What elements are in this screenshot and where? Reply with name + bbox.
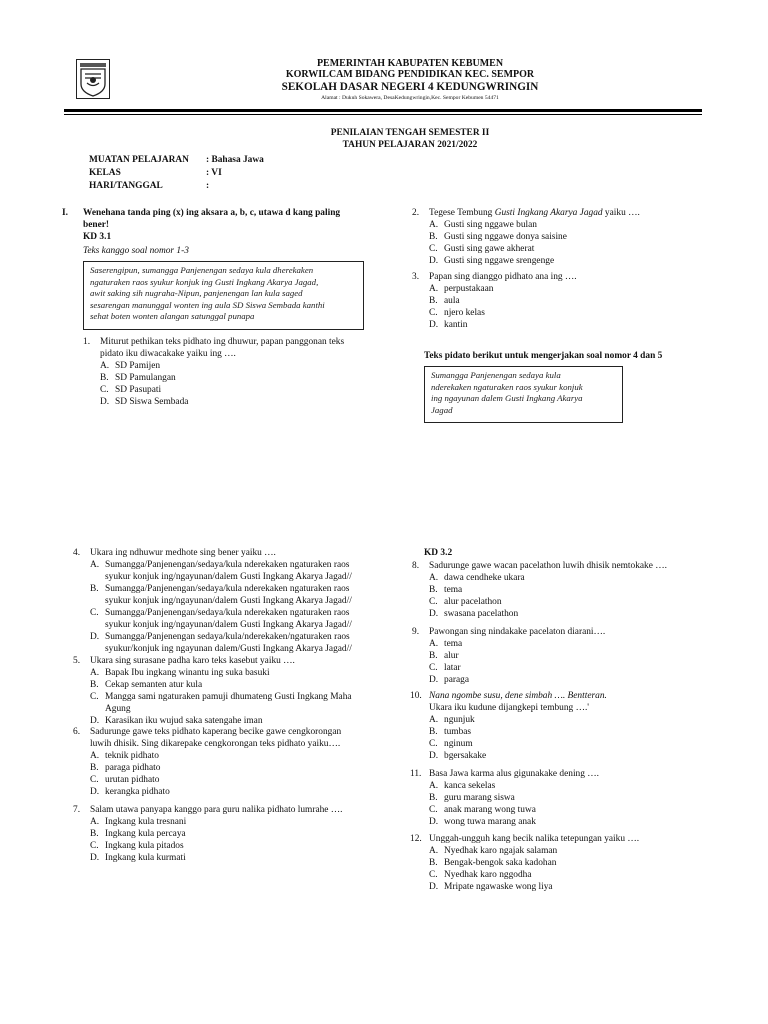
option-letter: B.: [429, 231, 438, 242]
option-text: Bapak Ibu ingkang winantu ing suka basuki: [105, 667, 270, 678]
option-text: bgersakake: [444, 750, 487, 761]
option-text: ngunjuk: [444, 714, 475, 725]
option-text: Cekap semanten atur kula: [105, 679, 203, 690]
option-text: paraga: [444, 674, 469, 685]
option-b[interactable]: [429, 727, 712, 739]
passage-line: Jagad: [431, 404, 453, 415]
option-a[interactable]: [429, 639, 712, 651]
question-3: [412, 272, 712, 332]
option-letter: D.: [429, 816, 439, 827]
option-letter: B.: [90, 828, 99, 839]
option-text: Agung: [105, 703, 131, 714]
option-text: syukur konjuk ing/ngayunan/dalem Gusti Ingkang Akarya Jagad//: [105, 595, 352, 606]
question-number: 6.: [73, 727, 81, 737]
option-text: kerangka pidhato: [105, 786, 170, 797]
option-text: Ingkang kula pitados: [105, 840, 184, 851]
option-text: [105, 632, 352, 656]
option-letter: C.: [429, 662, 438, 673]
option-text: [105, 692, 352, 716]
kebumen-crest-icon: [77, 60, 109, 98]
option-text: SD Pasupati: [115, 384, 162, 395]
passage-line: ing ngayunan dalem Gusti Ingkang Akarya: [431, 393, 583, 404]
option-d[interactable]: [90, 716, 393, 728]
option-d[interactable]: [90, 787, 393, 799]
option-letter: A.: [100, 360, 110, 371]
option-c[interactable]: [429, 244, 712, 256]
question-5: [73, 656, 393, 728]
option-text: dawa cendheke ukara: [444, 572, 525, 583]
option-letter: A.: [429, 219, 439, 230]
option-letter: B.: [90, 762, 99, 773]
section-instruction: [83, 208, 363, 244]
option-letter: C.: [100, 384, 109, 395]
option-c[interactable]: [429, 308, 712, 320]
option-letter: B.: [90, 583, 99, 594]
option-text: guru marang siswa: [444, 792, 515, 803]
option-text: urutan pidhato: [105, 774, 160, 785]
option-b[interactable]: [429, 296, 712, 308]
option-letter: B.: [100, 372, 109, 383]
option-letter: D.: [429, 674, 439, 685]
meta-label-date: HARI/TANGGAL: [89, 181, 163, 191]
option-b[interactable]: [100, 373, 373, 385]
option-letter: C.: [429, 596, 438, 607]
question-stem: Papan sing dianggo pidhato ana ing ….: [429, 272, 577, 282]
question-8: [412, 561, 712, 621]
option-letter: A.: [90, 559, 100, 570]
question-number: 10.: [410, 691, 422, 701]
option-text: Ingkang kula kurmati: [105, 852, 186, 863]
option-b[interactable]: [429, 858, 712, 870]
option-a[interactable]: [100, 361, 373, 373]
question-stem: Ukara sing surasane padha karo teks kasebut yaiku ….: [90, 656, 295, 666]
kd-label: KD 3.1: [83, 231, 112, 242]
question-stem: Nana ngombe susu, dene simbah …. Bentteran.: [429, 691, 607, 701]
question-2: [412, 208, 712, 268]
option-a[interactable]: [90, 817, 393, 829]
option-d[interactable]: [429, 609, 712, 621]
question-number: 9.: [412, 627, 420, 637]
option-text: teknik pidhato: [105, 750, 159, 761]
option-a[interactable]: [429, 715, 712, 727]
option-text: wong tuwa marang anak: [444, 816, 536, 827]
option-d[interactable]: [429, 882, 712, 894]
option-b[interactable]: [90, 680, 393, 692]
option-text: njero kelas: [444, 307, 485, 318]
option-text: Bengak-bengok saka kadohan: [444, 857, 557, 868]
question-11: [410, 769, 712, 829]
option-text: Sumangga/Panjenengan/sedaya/kula nderekaken ngaturaken raos: [105, 607, 350, 618]
option-b[interactable]: [90, 829, 393, 841]
option-text: swasana pacelathon: [444, 608, 519, 619]
passage-subtitle: Teks kanggo soal nomor 1-3: [83, 246, 189, 256]
option-text: alur: [444, 650, 459, 661]
option-letter: C.: [429, 307, 438, 318]
option-text: Sumangga/Panjenengan sedaya/kula/nderekaken/ngaturaken raos: [105, 631, 350, 642]
option-c[interactable]: [90, 608, 393, 632]
option-letter: B.: [429, 857, 438, 868]
section-number: I.: [62, 208, 68, 218]
option-letter: D.: [429, 750, 439, 761]
option-text: tumbas: [444, 726, 472, 737]
option-letter: D.: [90, 786, 100, 797]
option-text: paraga pidhato: [105, 762, 161, 773]
option-letter: D.: [90, 631, 100, 642]
option-letter: B.: [429, 792, 438, 803]
option-text: Gusti sing gawe akherat: [444, 243, 535, 254]
option-text: syukur konjuk ing/ngayunan/dalem Gusti Ingkang Akarya Jagad//: [105, 571, 352, 582]
option-text: Nyedhak karo nggodha: [444, 869, 532, 880]
option-letter: D.: [429, 255, 439, 266]
option-text: alur pacelathon: [444, 596, 502, 607]
passage-line: ngaturaken raos syukur konjuk ing Gusti Ingkang Akarya Jagad,: [90, 276, 319, 287]
option-b[interactable]: [90, 763, 393, 775]
option-d[interactable]: [90, 632, 393, 656]
option-c[interactable]: [429, 597, 712, 609]
question-9: [412, 627, 712, 687]
option-d[interactable]: [429, 256, 712, 268]
option-letter: B.: [90, 679, 99, 690]
option-text: SD Pamulangan: [115, 372, 176, 383]
exam-title: PENILAIAN TENGAH SEMESTER II: [330, 128, 490, 138]
option-text: Gusti sing nggawe bulan: [444, 219, 537, 230]
option-c[interactable]: [429, 870, 712, 882]
option-text: SD Pamijen: [115, 360, 161, 371]
question-stem: Sadurunge gawe wacan pacelathon luwih dhisik nemtokake ….: [429, 561, 667, 571]
option-a[interactable]: [90, 560, 393, 584]
question-stem: Tegese Tembung Gusti Ingkang Akarya Jagad yaiku ….: [429, 208, 640, 218]
question-number: 4.: [73, 548, 81, 558]
option-text: Gusti sing nggawe srengenge: [444, 255, 555, 266]
option-letter: A.: [429, 638, 439, 649]
option-text: [105, 584, 352, 608]
option-text: aula: [444, 295, 460, 306]
option-text: Nyedhak karo ngajak salaman: [444, 845, 558, 856]
question-number: 2.: [412, 208, 420, 218]
option-a[interactable]: [429, 846, 712, 858]
passage-box-2: [424, 366, 623, 423]
question-stem: Pawongan sing nindakake pacelaton diarani….: [429, 627, 606, 637]
passage-2-heading: Teks pidato berikut untuk mengerjakan soal nomor 4 dan 5: [424, 351, 663, 361]
option-letter: A.: [90, 667, 100, 678]
option-d[interactable]: [429, 675, 712, 687]
question-number: 3.: [412, 272, 420, 282]
question-number: 11.: [410, 769, 422, 779]
option-text: Sumangga/Panjenengan/sedaya/kula nderekaken ngaturaken raos: [105, 559, 350, 570]
header-korwilcam: KORWILCAM BIDANG PENDIDIKAN KEC. SEMPOR: [285, 69, 535, 80]
option-c[interactable]: [90, 692, 393, 716]
option-text: syukur/konjuk ing ngayunan dalem/Gusti Ingkang Akarya Jagad//: [105, 643, 352, 654]
option-letter: C.: [90, 840, 99, 851]
option-letter: C.: [429, 869, 438, 880]
option-letter: D.: [90, 852, 100, 863]
option-letter: A.: [429, 845, 439, 856]
passage-line: sehat boten wonten alangan satunggal punapa: [90, 311, 255, 322]
option-a[interactable]: [429, 284, 712, 296]
passage-line: Saserengipun, sumangga Panjenengan sedaya kula dherekaken: [90, 265, 314, 275]
passage-line: awit saking sih nugraha-Nipun, panjenengan lan kula saged: [90, 288, 303, 299]
option-letter: C.: [429, 243, 438, 254]
header-government: PEMERINTAH KABUPATEN KEBUMEN: [316, 58, 504, 69]
option-text: tema: [444, 584, 463, 595]
option-text: kanca sekelas: [444, 780, 496, 791]
option-text: [105, 608, 352, 632]
option-b[interactable]: [429, 793, 712, 805]
option-text: tema: [444, 638, 463, 649]
option-c[interactable]: [90, 775, 393, 787]
option-d[interactable]: [429, 817, 712, 829]
option-d[interactable]: [90, 853, 393, 865]
question-stem: Ukara iku kudune dijangkepi tembung ….': [429, 702, 589, 713]
question-4: [73, 548, 393, 655]
option-text: nginum: [444, 738, 473, 749]
option-letter: B.: [429, 584, 438, 595]
option-text: latar: [444, 662, 461, 673]
option-b[interactable]: [90, 584, 393, 608]
option-letter: A.: [429, 714, 439, 725]
option-text: SD Siswa Sembada: [115, 396, 189, 407]
option-b[interactable]: [429, 585, 712, 597]
option-letter: B.: [429, 726, 438, 737]
option-text: Ingkang kula tresnani: [105, 816, 187, 827]
option-letter: A.: [429, 780, 439, 791]
header-address: Alamat : Dukuh Sokawera, DesaKedungwringin,Kec. Sempor Kebumen 54471: [321, 95, 499, 101]
option-c[interactable]: [429, 663, 712, 675]
header-rule-thick: [64, 109, 702, 112]
option-letter: A.: [90, 750, 100, 761]
option-b[interactable]: [429, 232, 712, 244]
question-6: [73, 727, 393, 799]
option-text: Mripate ngawaske wong liya: [444, 881, 553, 892]
instruction-line: Wenehana tanda ping (x) ing aksara a, b, c, utawa d kang paling: [83, 208, 341, 218]
question-number: 12.: [410, 834, 422, 844]
option-b[interactable]: [429, 651, 712, 663]
option-text: Gusti sing nggawe donya saisine: [444, 231, 567, 242]
option-letter: D.: [429, 608, 439, 619]
option-a[interactable]: [429, 781, 712, 793]
option-letter: C.: [90, 607, 99, 618]
option-c[interactable]: [429, 739, 712, 751]
question-stem: Unggah-ungguh kang becik nalika tetepungan yaiku ….: [429, 834, 640, 844]
option-a[interactable]: [90, 751, 393, 763]
option-d[interactable]: [429, 320, 712, 332]
question-10: [410, 691, 712, 763]
option-c[interactable]: [429, 805, 712, 817]
option-letter: C.: [90, 774, 99, 785]
question-stem: Ukara ing ndhuwur medhote sing bener yaiku ….: [90, 548, 276, 558]
option-letter: B.: [429, 295, 438, 306]
option-d[interactable]: [100, 397, 373, 409]
meta-value-class: : VI: [206, 168, 222, 178]
question-stem: Sadurunge gawe teks pidhato kaperang becike gawe cengkorongan: [90, 727, 342, 737]
meta-label-subject: MUATAN PELAJARAN: [89, 155, 189, 165]
option-letter: D.: [429, 319, 439, 330]
option-letter: A.: [429, 572, 439, 583]
question-1: [83, 337, 373, 409]
option-a[interactable]: [90, 668, 393, 680]
header-school-name: SEKOLAH DASAR NEGERI 4 KEDUNGWRINGIN: [281, 81, 539, 93]
passage-line: nderekaken ngaturaken raos syukur konjuk: [431, 381, 583, 392]
passage-line: Sumangga Panjenengan sedaya kula: [431, 370, 561, 380]
school-logo: [76, 59, 110, 99]
question-number: 8.: [412, 561, 420, 571]
option-text: [105, 560, 352, 584]
exam-year: TAHUN PELAJARAN 2021/2022: [342, 140, 478, 150]
option-c[interactable]: [100, 385, 373, 397]
option-letter: B.: [429, 650, 438, 661]
meta-value-subject: : Bahasa Jawa: [206, 155, 264, 165]
option-a[interactable]: [429, 573, 712, 585]
question-number: 7.: [73, 805, 81, 815]
question-number: 5.: [73, 656, 81, 666]
option-letter: D.: [429, 881, 439, 892]
option-letter: D.: [100, 396, 110, 407]
option-text: Mangga sami ngaturaken pamuji dhumateng Gusti Ingkang Maha: [105, 691, 352, 702]
option-c[interactable]: [90, 841, 393, 853]
kd-3-2-label: KD 3.2: [424, 548, 453, 558]
option-text: perpustakaan: [444, 283, 494, 294]
question-stem: Basa Jawa karma alus gigunakake dening ….: [429, 769, 599, 779]
question-stem: luwih dhisik. Sing dikarepake cengkorongan teks pidhato yaiku….: [90, 738, 341, 749]
question-stem: Miturut pethikan teks pidhato ing dhuwur, papan panggonan teks: [100, 337, 345, 347]
passage-line: sesarengan manunggal wonten ing aula SD Siswa Sembada kanthi: [90, 299, 325, 310]
option-text: syukur konjuk ing/ngayunan/dalem Gusti Ingkang Akarya Jagad//: [105, 619, 352, 630]
option-letter: C.: [90, 691, 99, 702]
option-letter: C.: [429, 804, 438, 815]
meta-value-date: :: [206, 181, 210, 191]
instruction-line: bener!: [83, 219, 110, 230]
option-letter: A.: [90, 816, 100, 827]
option-d[interactable]: [429, 751, 712, 763]
option-text: Sumangga/Panjenengan/sedaya/kula nderekaken ngaturaken raos: [105, 583, 350, 594]
option-letter: C.: [429, 738, 438, 749]
option-text: anak marang wong tuwa: [444, 804, 536, 815]
option-a[interactable]: [429, 220, 712, 232]
option-text: Karasikan iku wujud saka satengahe iman: [105, 715, 263, 726]
passage-box-1: [83, 261, 364, 330]
question-stem: Salam utawa panyapa kanggo para guru nalika pidhato lumrahe ….: [90, 805, 343, 815]
question-7: [73, 805, 393, 865]
question-stem: pidato iku diwacakake yaiku ing ….: [100, 348, 236, 359]
option-letter: A.: [429, 283, 439, 294]
question-12: [410, 834, 712, 894]
question-number: 1.: [83, 337, 91, 347]
option-letter: D.: [90, 715, 100, 726]
meta-label-class: KELAS: [89, 168, 121, 178]
header-rule-thin: [64, 114, 702, 115]
option-text: Ingkang kula percaya: [105, 828, 186, 839]
option-text: kantin: [444, 319, 468, 330]
